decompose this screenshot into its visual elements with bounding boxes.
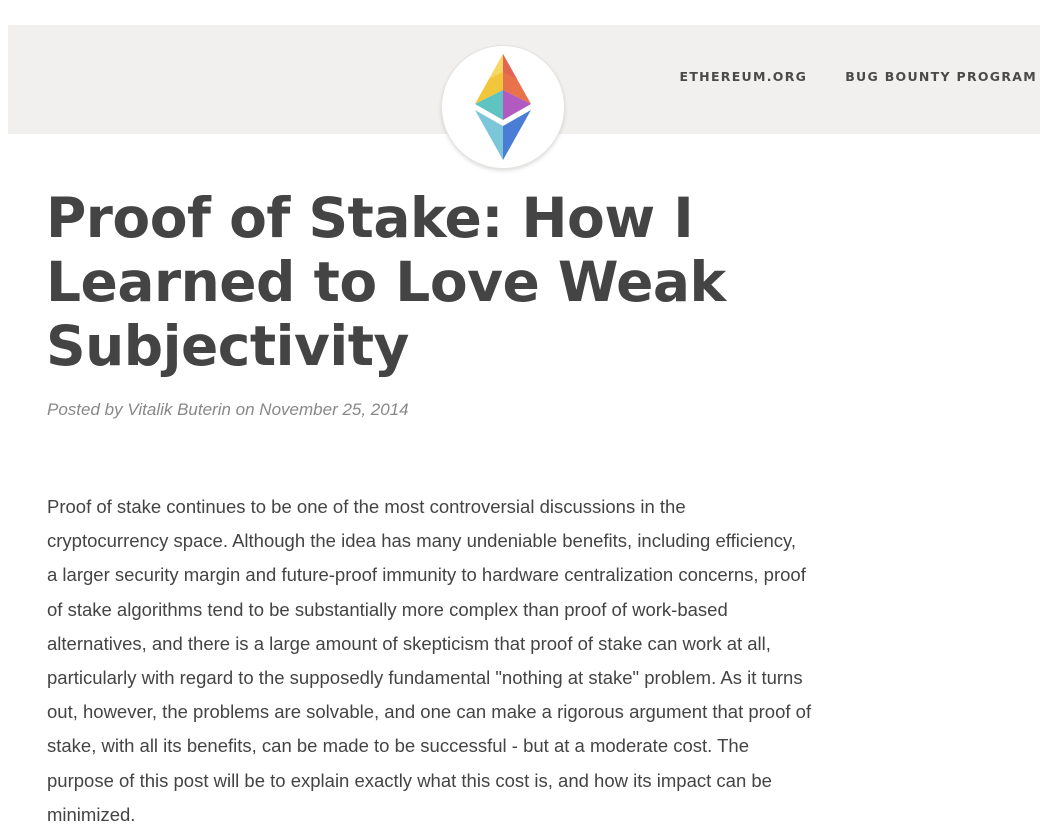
nav-link-ethereum-org[interactable]: ETHEREUM.ORG xyxy=(679,69,808,84)
post-byline: Posted by Vitalik Buterin on November 25, 2014 xyxy=(47,400,409,419)
post-title-line: Learned to Love Weak xyxy=(46,250,726,314)
body-line: of stake algorithms tend to be substantially more complex than proof of work-based xyxy=(47,598,728,620)
ethereum-diamond-icon xyxy=(442,46,564,168)
body-line: particularly with regard to the supposedly fundamental "nothing at stake" problem. As it turns xyxy=(47,667,803,689)
body-line: cryptocurrency space. Although the idea has many undeniable benefits, including efficiency, xyxy=(47,530,797,552)
body-line: Proof of stake continues to be one of the most controversial discussions in the xyxy=(47,496,686,517)
post-body xyxy=(47,490,987,832)
body-line: a larger security margin and future-proof immunity to hardware centralization concerns, proof xyxy=(47,564,806,586)
post-title-line: Subjectivity xyxy=(46,314,409,378)
body-line: minimized. xyxy=(47,803,136,825)
ethereum-logo[interactable] xyxy=(442,46,564,168)
nav-link-bug-bounty-program[interactable]: BUG BOUNTY PROGRAM xyxy=(845,69,1037,84)
top-nav xyxy=(680,69,1037,84)
post-title-line: Proof of Stake: How I xyxy=(46,186,694,250)
body-line: stake, with all its benefits, can be made to be successful - but at a moderate cost. The xyxy=(47,735,749,757)
body-line: out, however, the problems are solvable, and one can make a rigorous argument that proof of xyxy=(47,701,812,723)
post-title xyxy=(46,186,906,378)
body-line: alternatives, and there is a large amount of skepticism that proof of stake can work at all, xyxy=(47,632,771,654)
body-line: purpose of this post will be to explain exactly what this cost is, and how its impact can be xyxy=(47,769,772,791)
